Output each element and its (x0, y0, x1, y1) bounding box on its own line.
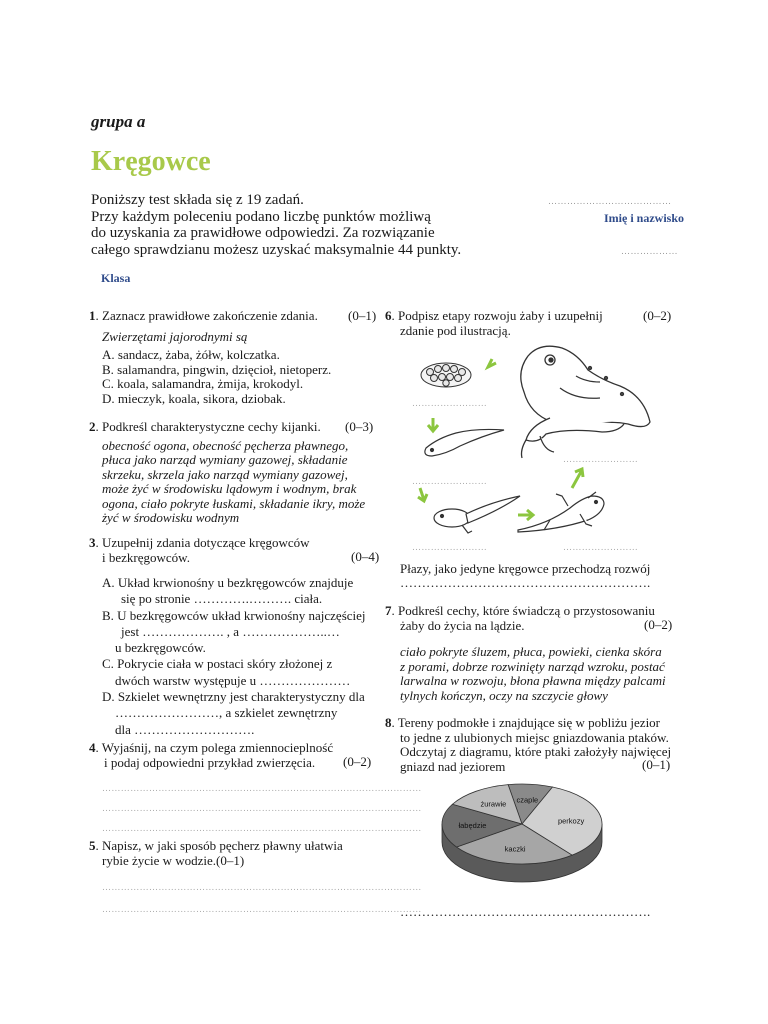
question-number: 1 (89, 308, 96, 323)
points-badge: (0–1) (348, 308, 377, 323)
fill-in-line: C. Pokrycie ciała w postaci skóry złożonej z (102, 656, 333, 672)
points-badge: (0–1) (642, 757, 671, 772)
question-7 (385, 604, 685, 703)
question-text: rybie życie w wodzie.(0–1) (102, 852, 245, 868)
stage-label-dots[interactable]: …………………… (412, 542, 488, 552)
question-prompt: Zwierzętami jajorodnymi są (102, 328, 248, 344)
pie-label: kaczki (504, 844, 526, 854)
question-text: gniazd nad jeziorem (400, 758, 506, 774)
question-number: 7 (385, 603, 392, 618)
question-number: 2 (89, 419, 96, 434)
pie-label: czaple (516, 795, 539, 805)
answer-line[interactable]: żyć w środowisku wodnym (102, 510, 240, 525)
question-2 (89, 420, 379, 526)
answer-option[interactable]: C. koala, salamandra, żmija, krokodyl. (102, 376, 304, 391)
question-number: 3 (89, 535, 96, 550)
test-intro (91, 192, 491, 258)
stage-label-dots[interactable]: …………………… (563, 454, 639, 464)
answer-line[interactable]: może żyć w środowisku lądowym i wodnym, brak (102, 481, 357, 496)
fill-in-line[interactable]: dwóch warstw występuje u ………………… (115, 672, 351, 688)
intro-line: Poniższy test składa się z 19 zadań. (91, 192, 304, 208)
question-text: to jedne z ulubionych miejsc gniazdowania ptaków. (400, 729, 669, 745)
answer-line[interactable]: z porami, dobrze rozwinięty narząd wzroku, postać (400, 658, 665, 674)
frog-eggs-icon (421, 363, 471, 387)
question-text: . Uzupełnij zdania dotyczące kręgowców (95, 535, 310, 550)
question-4 (89, 740, 422, 838)
pie-label: perkozy (557, 816, 585, 826)
question-text: . Wyjaśnij, na czym polega zmiennocieplność (95, 740, 334, 755)
answer-line[interactable]: larwalna w rozwoju, błona pławna między palcami (400, 673, 666, 688)
answer-dots[interactable]: …………………………………………………. (400, 575, 651, 590)
question-text: żaby do życia na lądzie. (400, 617, 525, 633)
points-badge: (0–2) (643, 308, 672, 323)
question-3 (89, 536, 384, 738)
arrow-icon (428, 418, 438, 431)
intro-line: Przy każdym poleceniu podano liczbę punktów możliwą (91, 208, 431, 225)
tadpole-icon (425, 429, 504, 456)
answer-line[interactable]: skrzeku, skrzela jako narząd wymiany gazowej, (102, 466, 348, 482)
tadpole-with-legs-icon (434, 496, 520, 533)
fill-in-line[interactable]: się po stronie ………….………. ciała. (121, 591, 323, 607)
page-title: Kręgowce (91, 146, 211, 177)
class-field-dots[interactable]: ……………… (621, 246, 678, 256)
arrow-icon (418, 488, 427, 501)
answer-option[interactable]: B. salamandra, pingwin, dzięcioł, nietoperz. (102, 361, 332, 377)
fill-in-line[interactable]: dla ………………………. (115, 721, 255, 737)
question-number: 6 (385, 308, 392, 323)
adult-frog-icon (521, 346, 650, 458)
question-text: Odczytaj z diagramu, które ptaki założyły najwięcej (400, 744, 672, 759)
intro-line: całego sprawdzianu możesz uzyskać maksymalnie 44 punkty. (91, 241, 462, 258)
question-number: 8 (385, 715, 392, 730)
question-text: . Podkreśl charakterystyczne cechy kijanki. (95, 419, 321, 434)
stage-label-dots[interactable]: …………………… (563, 542, 639, 552)
intro-line: do uzyskania za prawidłowe odpowiedzi. Za rozwiązanie (91, 225, 435, 241)
class-label: Klasa (101, 271, 131, 285)
pie-label: żurawie (480, 799, 507, 809)
answer-line[interactable]: płuca jako narząd wymiany gazowej, składanie (102, 452, 348, 467)
stage-label-dots[interactable]: …………………… (412, 398, 488, 408)
question-number: 4 (89, 740, 96, 755)
frog-development-illustration (400, 338, 660, 560)
question-text: . Podpisz etapy rozwoju żaby i uzupełnij (391, 308, 603, 323)
question-6 (385, 309, 685, 338)
arrow-icon (488, 359, 496, 367)
question-text: zdanie pod ilustracją. (400, 322, 511, 338)
answer-option[interactable]: D. mieczyk, koala, sikora, dziobak. (102, 390, 286, 406)
points-badge: (0–4) (351, 549, 380, 564)
answer-dots[interactable]: ………………………………………………………………………………………… (102, 783, 422, 793)
answer-option[interactable]: A. sandacz, żaba, żółw, kolczatka. (102, 347, 280, 362)
answer-line[interactable]: ciało pokryte śluzem, płuca, powieki, cienka skóra (400, 644, 662, 659)
answer-line[interactable]: obecność ogona, obecność pęcherza pławnego, (102, 437, 349, 453)
points-badge: (0–2) (644, 617, 673, 632)
answer-dots[interactable]: …………………………………………………. (400, 904, 651, 919)
fill-in-line[interactable]: jest ………………. , a ………………..… (121, 623, 340, 639)
answer-line[interactable]: tylnych kończyn, oczy na szczycie głowy (400, 687, 608, 703)
fill-in-line: B. U bezkręgowców układ krwionośny najczęściej (102, 607, 366, 623)
group-label: grupa a (91, 112, 146, 131)
answer-dots[interactable]: ………………………………………………………………………………………… (102, 882, 422, 892)
fill-in-line[interactable]: ……………………, a szkielet zewnętrzny (115, 705, 338, 721)
answer-dots[interactable]: ………………………………………………………………………………………… (102, 904, 422, 914)
arrow-icon (518, 510, 533, 520)
question-text: . Podkreśl cechy, które świadczą o przystosowaniu (391, 603, 655, 618)
question-text: . Zaznacz prawidłowe zakończenie zdania. (95, 308, 318, 323)
fill-in-line: A. Układ krwionośny u bezkręgowców znajduje (102, 575, 354, 590)
fill-in-line: D. Szkielet wewnętrzny jest charakterystyczny dla (102, 689, 365, 705)
answer-dots[interactable]: ………………………………………………………………………………………… (102, 803, 422, 813)
points-badge: (0–2) (343, 754, 372, 769)
question-text: i podaj odpowiedni przykład zwierzęcia. (104, 754, 316, 770)
name-field-dots[interactable]: ………………………………… (548, 196, 672, 206)
nesting-pie-chart (432, 778, 612, 890)
development-sentence: Płazy, jako jedyne kręgowce przechodzą rozwój (400, 561, 651, 576)
fill-in-line: u bezkręgowców. (115, 640, 206, 656)
pie-label: łabędzie (458, 821, 487, 831)
points-badge: (0–3) (345, 419, 374, 434)
stage-label-dots[interactable]: …………………… (412, 476, 488, 486)
question-5 (89, 838, 422, 920)
arrow-icon (572, 469, 583, 488)
answer-dots[interactable]: ………………………………………………………………………………………… (102, 823, 422, 833)
question-text: . Tereny podmokłe i znajdujące się w pobliżu jezior (391, 715, 661, 730)
question-text: . Napisz, w jaki sposób pęcherz pławny ułatwia (95, 838, 343, 853)
question-8 (385, 716, 685, 774)
question-number: 5 (89, 838, 96, 853)
answer-line[interactable]: ogona, ciało pokryte łuskami, składanie ikry, może (102, 495, 366, 511)
question-text: i bezkręgowców. (102, 549, 190, 565)
question-1 (89, 309, 379, 406)
name-label: Imię i nazwisko (604, 211, 685, 225)
